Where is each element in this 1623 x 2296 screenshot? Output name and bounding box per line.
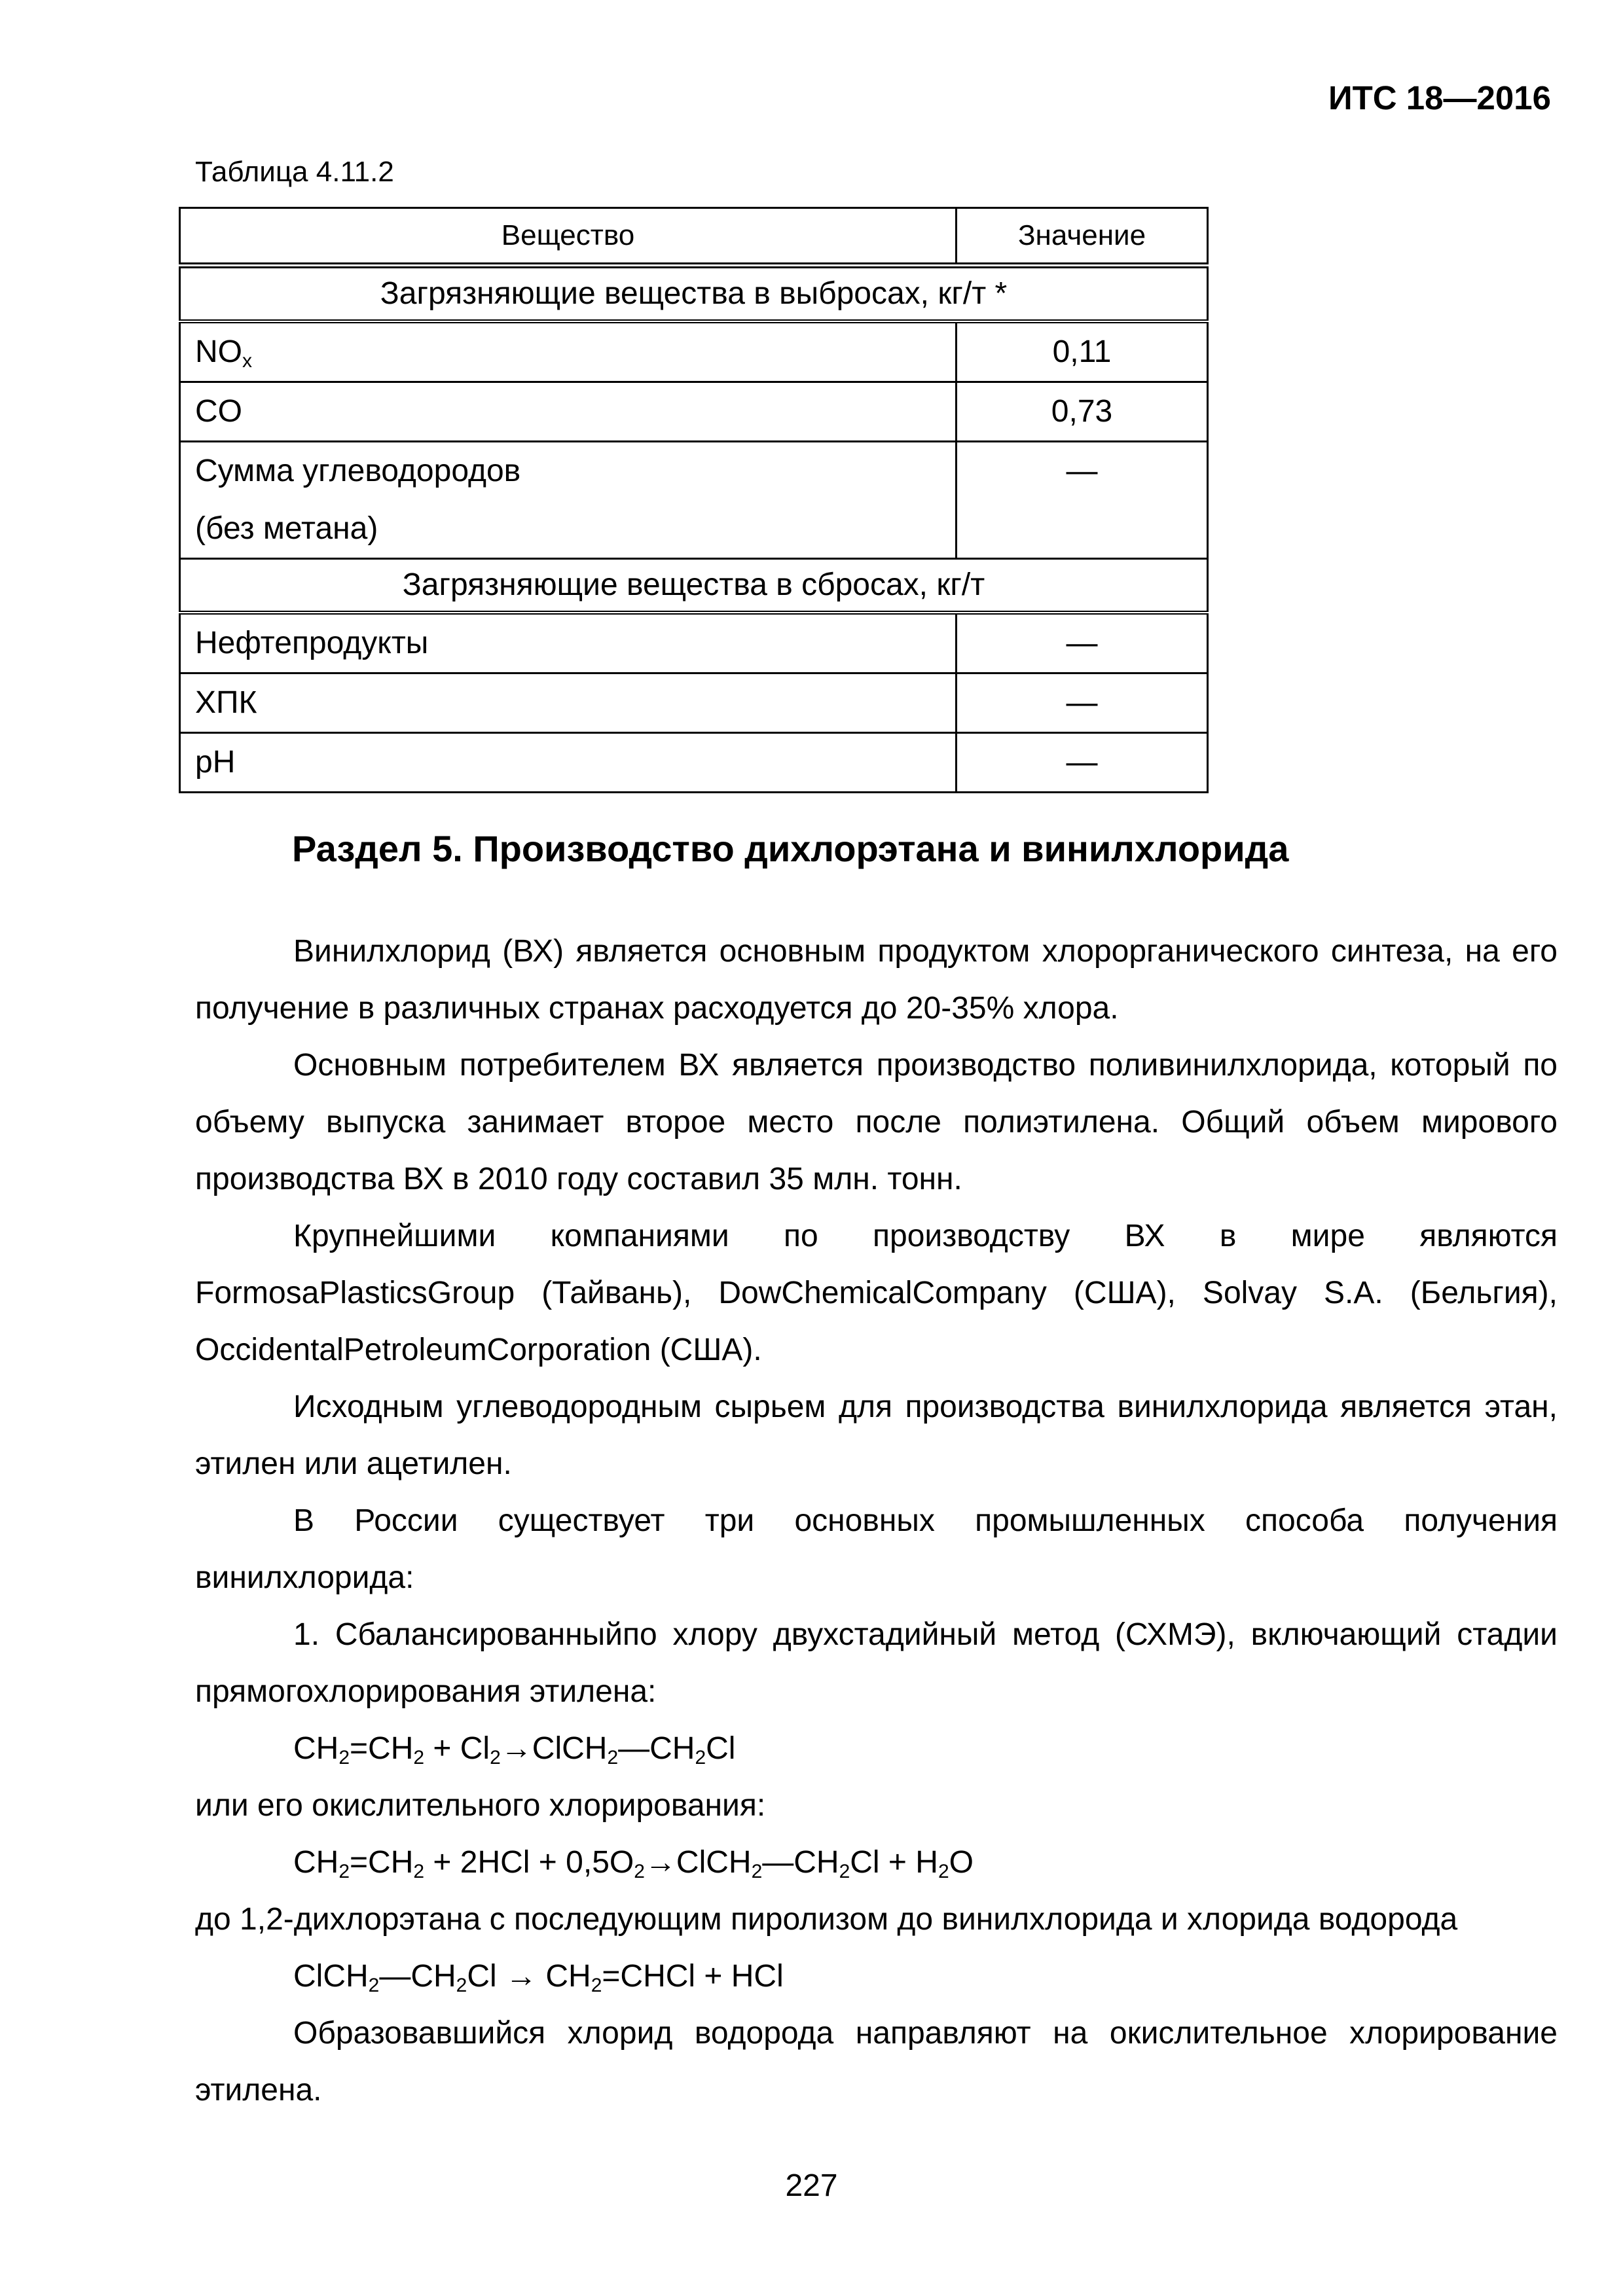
table-section-row <box>180 559 1208 613</box>
table-caption: Таблица 4.11.2 <box>195 156 394 188</box>
table-header-row <box>180 208 1208 266</box>
paragraph: Исходным углеводородным сырьем для производства винилхлорида является этан, этилен или ацетилен. <box>195 1390 1558 1481</box>
table-row <box>180 613 1208 673</box>
paragraph: Крупнейшими компаниями по производству ВХ в мире являются FormosaPlasticsGroup (Тайвань), DowChemicalCompany (США), Solvay S.A. (Бельгия), OccidentalPetroleumCorporation (США). <box>195 1219 1558 1367</box>
value-cell: — <box>957 733 1208 793</box>
value-cell: — <box>957 613 1208 673</box>
value-cell: 0,11 <box>957 321 1208 382</box>
equation-oxychlorination: $CH_2=CH_2 + 2HCl$ + $0,5O_2\to ClCH_2—CH_2Cl + H_2O$ <box>293 1845 974 1882</box>
hydrocarbons-label-line2: (без метана) <box>195 511 378 546</box>
value-cell: — <box>957 442 1208 559</box>
section-emissions-label: Загрязняющие вещества в выбросах, кг/т * <box>180 266 1208 322</box>
document-code: ИТС 18—2016 <box>1328 79 1551 117</box>
pollutants-table <box>179 207 1209 793</box>
value-cell: 0,73 <box>957 382 1208 442</box>
table-row <box>180 321 1208 382</box>
table-row <box>180 442 1208 559</box>
substance-cell: CO <box>180 382 957 442</box>
equation-direct-chlorination: $CH_2=CH_2$ + $Cl_2\to ClCH_2—CH_2Cl$ <box>293 1731 736 1768</box>
paragraph: Основным потребителем ВХ является производство поливинилхлорида, который по объему выпуска занимает второе место после полиэтилена. Общий объем мирового производства ВХ в 2010 году составил 35 млн. тонн. <box>195 1048 1558 1196</box>
section-discharges-label: Загрязняющие вещества в сбросах, кг/т <box>180 559 1208 613</box>
paragraph: или его окислительного хлорирования: <box>195 1788 766 1823</box>
value-cell: — <box>957 673 1208 733</box>
equation-pyrolysis: $ClCH_2—CH_2Cl$ → $CH_2=CHCl$ + HCl <box>293 1959 784 1996</box>
substance-cell: Нефтепродукты <box>180 613 957 673</box>
paragraph: 1. Сбалансированныйпо хлору двухстадийный метод (СХМЭ), включающий стадии прямогохлорирования этилена: <box>195 1617 1558 1709</box>
table-row <box>180 733 1208 793</box>
table-row <box>180 382 1208 442</box>
column-header-substance: Вещество <box>180 208 957 266</box>
paragraph: Винилхлорид (ВХ) является основным продуктом хлорорганического синтеза, на его получение в различных странах расходуется до 20-35% хлора. <box>195 934 1558 1026</box>
paragraph: до 1,2-дихлорэтана с последующим пиролизом до винилхлорида и хлорида водорода <box>195 1902 1458 1937</box>
substance-cell <box>180 321 957 382</box>
hydrocarbons-label-line1: Сумма углеводородов <box>195 454 521 488</box>
paragraph: Образовавшийся хлорид водорода направляют на окислительное хлорирование этилена. <box>195 2016 1558 2108</box>
paragraph: В России существует три основных промышленных способа получения винилхлорида: <box>195 1503 1558 1595</box>
substance-cell: ХПК <box>180 673 957 733</box>
table-section-row <box>180 266 1208 322</box>
nox-label: NO <box>195 334 242 369</box>
column-header-value: Значение <box>957 208 1208 266</box>
body-text <box>195 923 1558 2119</box>
substance-cell <box>180 442 957 559</box>
table-row <box>180 673 1208 733</box>
nox-subscript: x <box>242 350 252 372</box>
page-number: 227 <box>785 2168 838 2203</box>
section-title: Раздел 5. Производство дихлорэтана и винилхлорида <box>292 828 1289 869</box>
substance-cell: pH <box>180 733 957 793</box>
